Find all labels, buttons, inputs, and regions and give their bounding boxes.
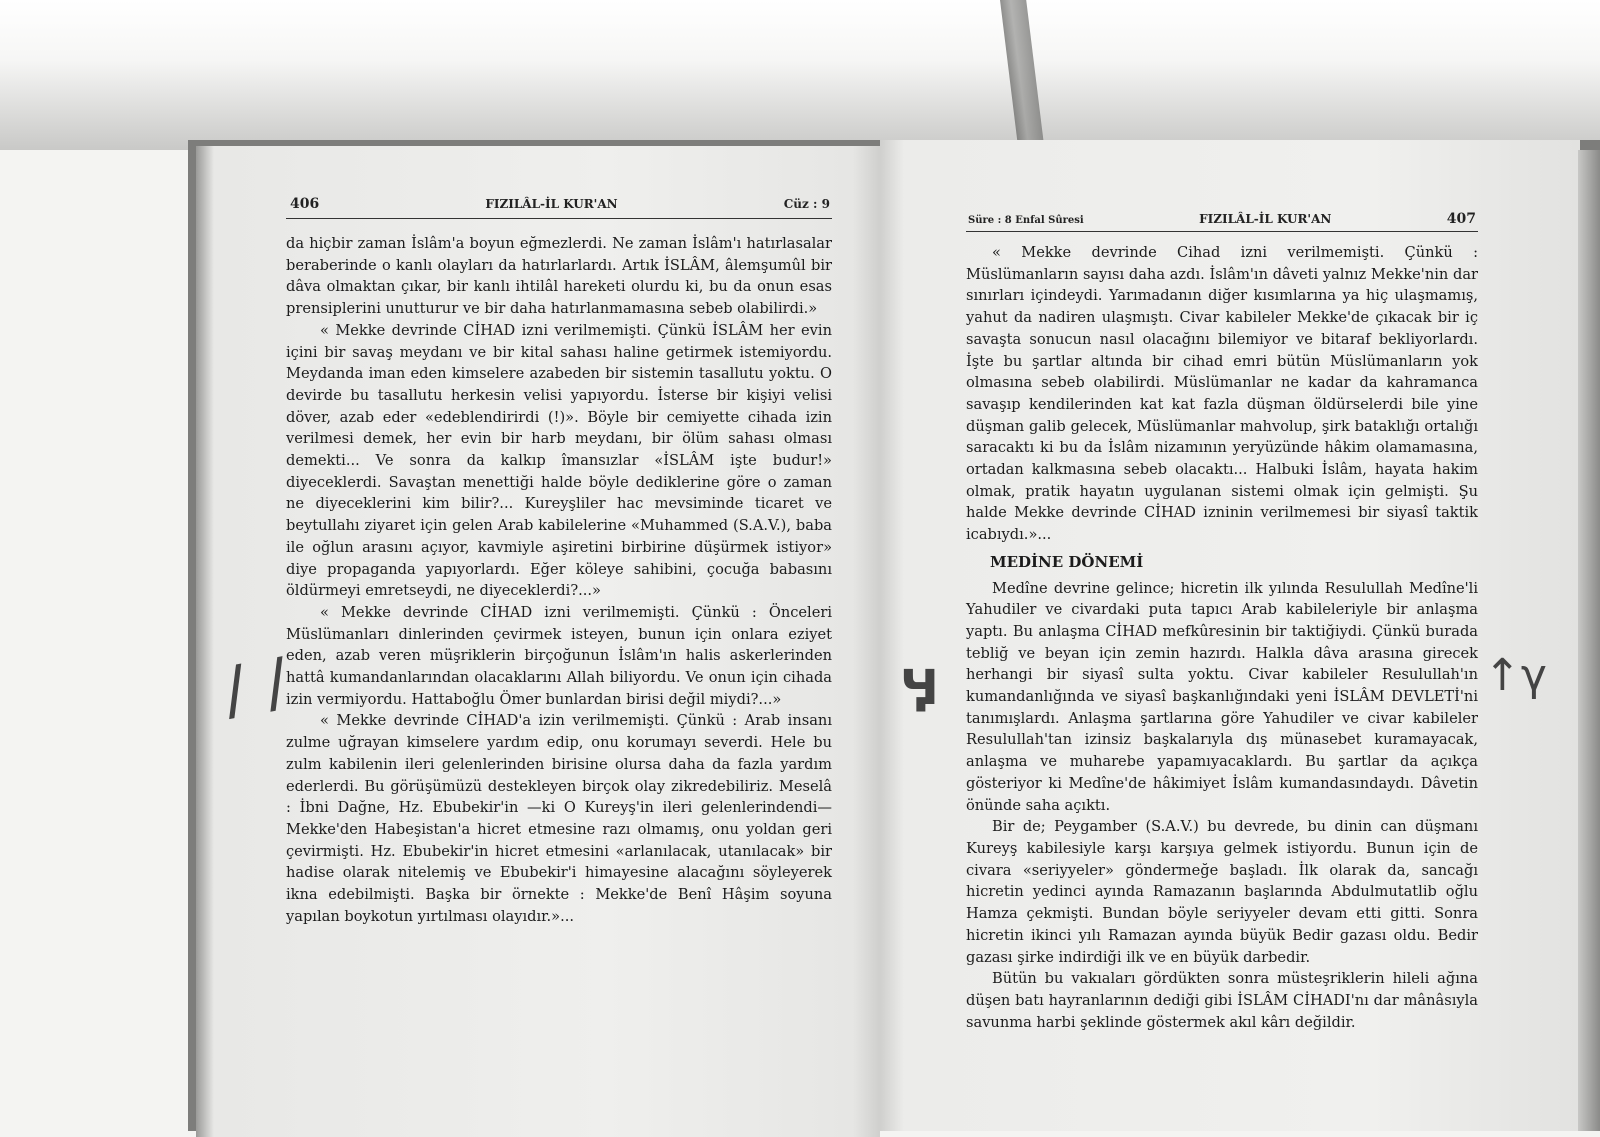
right-paragraph-3: Bir de; Peygamber (S.A.V.) bu devrede, bu dinin can düşmanı Kureyş kabilesiyle karşı karşıya gelmek istiyordu. Bunun için de civara «seriyyeler» göndermeğe başladı. İlk olarak da, sancağı hicretin yedinci ayında Ramazanın başlarında Abdulmutatlib oğlu Hamza çekmişti. Bundan böyle seriyyeler devam etti gitti. Sonra hicretin ikinci yılı Ramazan ayında büyük Bedir gazası oldu. Bedir gazası şirke indirdiği ilk ve en büyük darbedir. [966,818,1478,966]
left-paragraph-1: da hiçbir zaman İslâm'a boyun eğmezlerdi. Ne zaman İslâm'ı hatırlasalar beraberinde o kanlı olayları da hatırlarlardı. Artık İSLÂM, âlemşumûl bir dâva olmaktan çıkar, bir kanlı ihtilâl hareketi olurdu ki, bu da onun esas prensiplerini unutturur ve bir daha hatırlanmamasına sebeb olabilirdi.» [286,235,832,318]
left-body-text [286,233,832,928]
section-title-medine: MEDİNE DÖNEMİ [990,552,1144,571]
left-page-number: 406 [290,196,320,212]
right-running-title: FIZILÂL-İL KUR'AN [1199,212,1332,226]
right-margin-handwritten-mark-right: ↑γ [1484,650,1547,701]
left-paragraph-4: « Mekke devrinde CİHAD'a izin verilmemişti. Çünkü : Arab insanı zulme uğrayan kimselere yardım edip, onu korumayı severdi. Hele bu zulm kabilenin ileri gelenlerinden birisine olursa daha da fazla yardım ederlerdi. Bu görüşümüzü destekleyen birçok olay zikredebiliriz. Meselâ : İbni Dağne, Hz. Ebubekir'in —ki O Kureyş'in ileri gelenlerindendi— Mekke'den Habeşistan'a hicret etmesine razı olmamış, onu yoldan geri çevirmişti. Hz. Ebubekir'in hicret etmesini «arlanılacak, utanılacak» bir hadise olarak nitelemiş ve Ebubekir'i himayesine alacağını söyleyerek ikna edebilmişti. Başka bir örnekte : Mekke'de Benî Hâşim soyuna yapılan boykotun yırtılması olayıdır.»... [286,712,832,925]
left-running-head [290,196,830,212]
right-header-rule [966,231,1478,232]
left-paragraph-3: « Mekke devrinde CİHAD izni verilmemişti. Çünkü : Önceleri Müslümanları dinlerinden çevirmek isteyen, bunun için onlara eziyet eden, azab veren müşriklerin birçoğunun İslâm'ın halis askerlerinden hattâ kumandanlarından olacaklarını Allah biliyordu. Ve onun için cihada izin vermiyordu. Hattaboğlu Ömer bunlardan birisi değil miydi?...» [286,603,832,708]
right-paragraph-4: Bütün bu vakıaları gördükten sonra müsteşriklerin hileli ağına düşen batı hayranlarının dediği gibi İSLÂM CİHADI'nı dar mânâsıyla savunma harbi şeklinde göstermek akıl kârı değildir. [966,970,1478,1031]
left-paragraph-2: « Mekke devrinde CİHAD izni verilmemişti. Çünkü İSLÂM her evin içini bir savaş meydanı ve bir kital sahası haline getirmek istemiyordu. Meydanda iman eden kimselere azabeden bir sistemin tasallutu yoktu. O devirde bu tasallutu herkesin velisi yapıyordu. İsterse bir kişiyi velisi döver, azab eder «edeblendirirdi (!)». Böyle bir cemiyette cihada izin verilmesi demek, her evin bir harb meydanı, bir ölüm sahası olması demekti... Ve sonra da kalkıp îmansızlar «İSLÂM işte budur!» diyeceklerdi. Savaştan menettiği halde böyle dediklerine göre o zaman ne diyeceklerini kim bilir?... Kureyşliler hac mevsiminde ticaret ve beytullahı ziyaret için gelen Arab kabilelerine «Muhammed (S.A.V.), baba ile oğlun arasını açıyor, kavmiyle aşiretini birbirine düşürmek istiyor» diye propaganda yapıyorlardı. Eğer köleye sahibini, çocuğa babasını öldürmeyi emretseydi, ne diyeceklerdi?...» [286,321,832,600]
right-chapter-label: Süre : 8 Enfal Sûresi [968,215,1084,226]
right-paragraph-1: « Mekke devrinde Cihad izni verilmemişti. Çünkü : Müslümanların sayısı daha azdı. İslâm'ın dâveti yalnız Mekke'nin dar sınırları içindeydi. Yarımadanın diğer kısımlarına ya hiç ulaşmamış, yahut da nadiren ulaşmıştı. Civar kabileler Mekke'de çıkacak bir iç savaşta sonucun nasıl olacağını bilemiyor ve bitaraf bekliyorlardı. İşte bu şartlar altında bir cihad emri bütün Müslümanların yok olmasına sebeb olabilirdi. Müslümanlar ne kadar da kahramanca savaşıp kendilerinden kat kat fazla düşman öldürselerdi bile yine düşman galib gelecek, Müslümanlar mahvolup, şirk bataklığı ortalığı saracaktı ki bu da İslâm nizamının yeryüzünde hâkim olamamasına, ortadan kalkmasına sebeb olacaktı... Halbuki İslâm, hayata hakim olmak, pratik hayatın uygulanan sistemi olmak için gelmişti. Şu halde Mekke devrinde CİHAD izninin verilmemesi bir siyasî taktik icabıydı.»... [966,244,1478,544]
left-header-rule [286,218,832,219]
right-body-text [966,242,1478,1033]
right-paragraph-2: Medîne devrine gelince; hicretin ilk yılında Resulullah Medîne'li Yahudiler ve civardaki puta tapıcı Arab kabileleriyle bir anlaşma yaptı. Bu anlaşma CİHAD mefkûresinin bir taktiğiydi. Çünkü burada tebliğ ve beyan için zemin hazırdı. Halkla dâva arasına girecek herhangi bir siyasî sulta yoktu. Civar kabileler Resulullah'ın kumandanlığında ve siyasî başkanlığındaki yeni İSLÂM DEVLETİ'ni tanımışlardı. Anlaşma şartlarına göre Yahudiler ve civar kabileler Resulullah'tan izinsiz başkalarıyla dış münasebet kuramayacak, anlaşma ve muharebe yapamıyacaklardı. Bu şartlar da açıkça gösteriyor ki Medîne'de hâkimiyet İslâm kumandasındaydı. Dâvetin önünde saha açıktı. [966,579,1478,814]
left-running-title: FIZILÂL-İL KUR'AN [485,197,618,211]
right-running-head [968,211,1476,227]
background-top [0,0,1600,150]
left-section-label: Cüz : 9 [783,197,830,211]
right-margin-handwritten-mark-left: Ӌ [900,660,939,716]
right-page-edge [1578,150,1600,1131]
right-page-number: 407 [1446,211,1476,227]
left-margin-handwritten-mark: / / [218,645,294,729]
